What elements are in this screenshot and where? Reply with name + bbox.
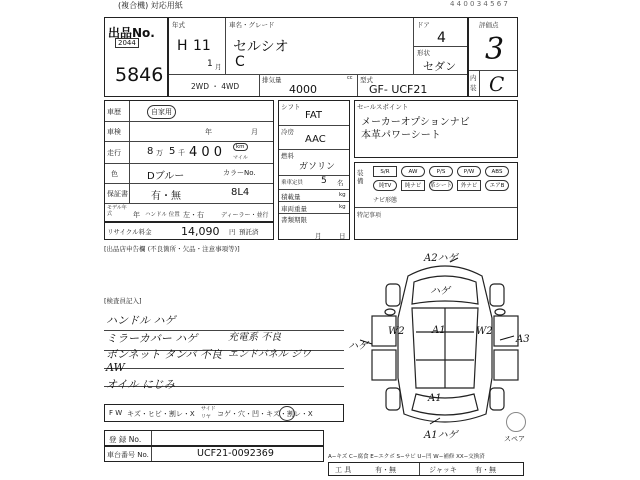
remark-right-2: エンドパネル ジワ	[228, 349, 311, 360]
glass-side-label: サイド	[201, 406, 216, 412]
tools-box	[328, 462, 524, 476]
sales-line2: 本革パワーシート	[361, 130, 441, 141]
lot-number: 5846	[115, 64, 164, 86]
opt-nav: 純ナビ	[401, 180, 425, 191]
diag-a1hage: A1ハゲ	[424, 430, 458, 441]
shift-label: シフト	[281, 103, 301, 111]
capacity-value: 5	[321, 176, 327, 186]
mileage-sen: 5	[169, 146, 176, 157]
top-header: (複合機) 対応用紙	[118, 1, 183, 10]
shaken-label: 車検	[107, 128, 121, 136]
history-label: 車歴	[107, 108, 121, 116]
color-value: Dブルー	[147, 171, 185, 182]
history-stamp: 自家用	[147, 105, 176, 119]
diag-w2-left: W2	[388, 326, 405, 337]
score-box	[468, 17, 518, 97]
door-label: ドア	[417, 21, 430, 29]
spare-label: スペア	[504, 435, 525, 443]
opt-pw: P/W	[457, 166, 481, 177]
model-year-unit: 年	[133, 211, 140, 219]
lot-box	[104, 17, 168, 97]
glass-side-options: コゲ・穴・凹・キズ・割レ・X	[217, 410, 313, 418]
load-label: 積載量	[281, 193, 301, 201]
equip-box	[354, 162, 518, 240]
recycle-value: 14,090	[181, 225, 220, 238]
chassis-value: UCF21-0092369	[197, 448, 274, 459]
glass-circle-mark	[279, 406, 295, 421]
remark-4: AW	[106, 361, 125, 374]
opt-sr: S/R	[373, 166, 397, 177]
opt-aw: AW	[401, 166, 425, 177]
diag-a2hage: A2ハゲ	[424, 253, 458, 264]
displacement-label: 排気量	[262, 76, 282, 84]
mileage-hyaku: 4 0 0	[189, 145, 223, 160]
shaken-year-unit: 年	[205, 128, 212, 136]
remark-3: ボンネット タンパ 不良	[106, 348, 222, 361]
nav-type-label: ナビ形態	[373, 197, 398, 204]
diag-a1-bottom: A1	[428, 393, 442, 404]
color-label: 色	[111, 170, 118, 178]
interior-label-1: 内	[470, 74, 477, 82]
reg-box	[104, 430, 324, 446]
fuel-label: 燃料	[281, 152, 294, 160]
remark-1: ハンドル ハゲ	[106, 314, 176, 327]
tools-value: 有・無	[375, 466, 396, 474]
year-value: 11	[193, 38, 211, 54]
remark-right-1: 充電系 不良	[228, 332, 282, 343]
glass-box	[104, 404, 344, 422]
doc-day-unit: 日	[339, 232, 346, 240]
capacity-label: 乗車定員	[281, 180, 304, 186]
recycle-box	[104, 222, 274, 240]
mile-unit: マイル	[233, 155, 248, 161]
lot-label: 出品No.	[108, 26, 155, 40]
chassis-label: 車台番号 No.	[107, 451, 149, 459]
interior-label-2: 装	[470, 84, 477, 92]
displacement-value: 4000	[289, 83, 317, 96]
sales-label: セールスポイント	[357, 103, 409, 111]
opt-ps: P/S	[429, 166, 453, 177]
ac-value: AAC	[305, 134, 326, 145]
spare-tire-icon	[506, 412, 526, 432]
note-label: 特記事項	[357, 212, 382, 219]
weight-kg: kg	[339, 204, 346, 210]
remark-2: ミラーカバー ハゲ	[106, 332, 198, 345]
opt-leather: 革シート	[429, 180, 453, 191]
recycle-unit: 円	[229, 228, 236, 236]
opt-airbag: エアB	[485, 180, 509, 191]
car-box	[168, 17, 468, 97]
sales-line1: メーカーオプションナビ	[361, 117, 470, 128]
diag-a1-roof: A1	[432, 325, 446, 336]
glass-rear-label: リヤ	[201, 414, 211, 420]
glass-options: キズ・ヒビ・割レ・X	[127, 410, 195, 418]
inspector-label: [検査員記入]	[104, 297, 142, 305]
handle-label: ハンドル 位置	[145, 212, 180, 218]
model-label: 型式	[360, 76, 373, 84]
dealer-value: ディーラー・並行	[221, 212, 269, 219]
reg-label: 登 録 No.	[109, 435, 142, 444]
color-no-label: カラーNo.	[223, 169, 256, 177]
door-value: 4	[437, 30, 446, 46]
score-value: 3	[485, 32, 505, 67]
warranty-label: 保証書	[107, 190, 128, 198]
score-label: 評価点	[479, 21, 499, 29]
name-label: 車名・グレード	[229, 21, 275, 29]
capacity-unit: 名	[337, 179, 344, 187]
ac-label: 冷房	[281, 128, 294, 136]
sales-box	[354, 100, 518, 158]
shift-value: FAT	[305, 110, 323, 121]
mileage-sen-unit: 千	[178, 149, 185, 157]
lot-stamp: 2044	[115, 38, 139, 48]
model-value: GF- UCF21	[369, 83, 428, 96]
doc-label: 書類期限	[281, 216, 307, 224]
mileage-man-unit: 万	[156, 149, 163, 157]
car-grade: C	[235, 54, 245, 70]
mileage-label: 走行	[107, 149, 121, 157]
spec-box	[278, 100, 350, 240]
color-no-value: 8L4	[231, 187, 250, 198]
year-era: H	[177, 38, 188, 54]
body-value: セダン	[423, 60, 457, 73]
cc-unit: cc	[347, 75, 353, 81]
car-diagram	[350, 248, 540, 438]
weight-label: 車両重量	[281, 205, 307, 213]
opt-tv: 純TV	[373, 180, 397, 191]
fuel-value: ガソリン	[299, 162, 336, 172]
jack-value: 有・無	[475, 466, 496, 474]
tools-label: 工 具	[335, 466, 352, 474]
year-label: 年式	[172, 21, 185, 29]
jack-label: ジャッキ	[429, 466, 457, 474]
month-value: 1	[207, 59, 213, 69]
km-unit: km	[233, 143, 248, 151]
chassis-box	[104, 446, 324, 462]
handle-value: 左・右	[183, 211, 204, 219]
opt-ext-nav: 外ナビ	[457, 180, 481, 191]
interior-value: C	[489, 72, 505, 96]
warranty-value: 有・無	[151, 191, 181, 202]
diag-w2-right: W2	[476, 326, 493, 337]
car-name: セルシオ	[233, 39, 289, 55]
drive-type: 2WD ・ 4WD	[191, 82, 240, 91]
model-year-label: モデル年式	[107, 205, 127, 217]
load-kg: kg	[339, 192, 346, 198]
notice-label: [出品店申告欄 (不良箇所・欠品・注意事項等)]	[104, 245, 240, 253]
equip-label: 装備	[357, 169, 364, 185]
doc-month-unit: 月	[315, 232, 322, 240]
top-cut-text: 4 4 0 0 3 4 5 6 7	[450, 0, 508, 8]
legend-line: A−キズ C−腐食 E−エクボ S−サビ U−凹 W−補修 XX−交換済	[328, 454, 485, 460]
diag-a3: A3	[516, 334, 530, 345]
shaken-month-unit: 月	[251, 128, 258, 136]
opt-abs: ABS	[485, 166, 509, 177]
inspection-box	[104, 100, 274, 222]
body-label: 形状	[417, 49, 430, 57]
recycle-label: リサイクル料金	[107, 228, 152, 236]
diag-hage-top: ハゲ	[430, 286, 450, 297]
recycle-note: 預託済	[239, 228, 259, 236]
mileage-man: 8	[147, 146, 154, 157]
remark-5: オイル にじみ	[106, 378, 175, 391]
glass-label: F W	[109, 409, 123, 417]
month-unit: 月	[215, 63, 222, 71]
diag-hage-left: ハゲ	[348, 341, 368, 352]
